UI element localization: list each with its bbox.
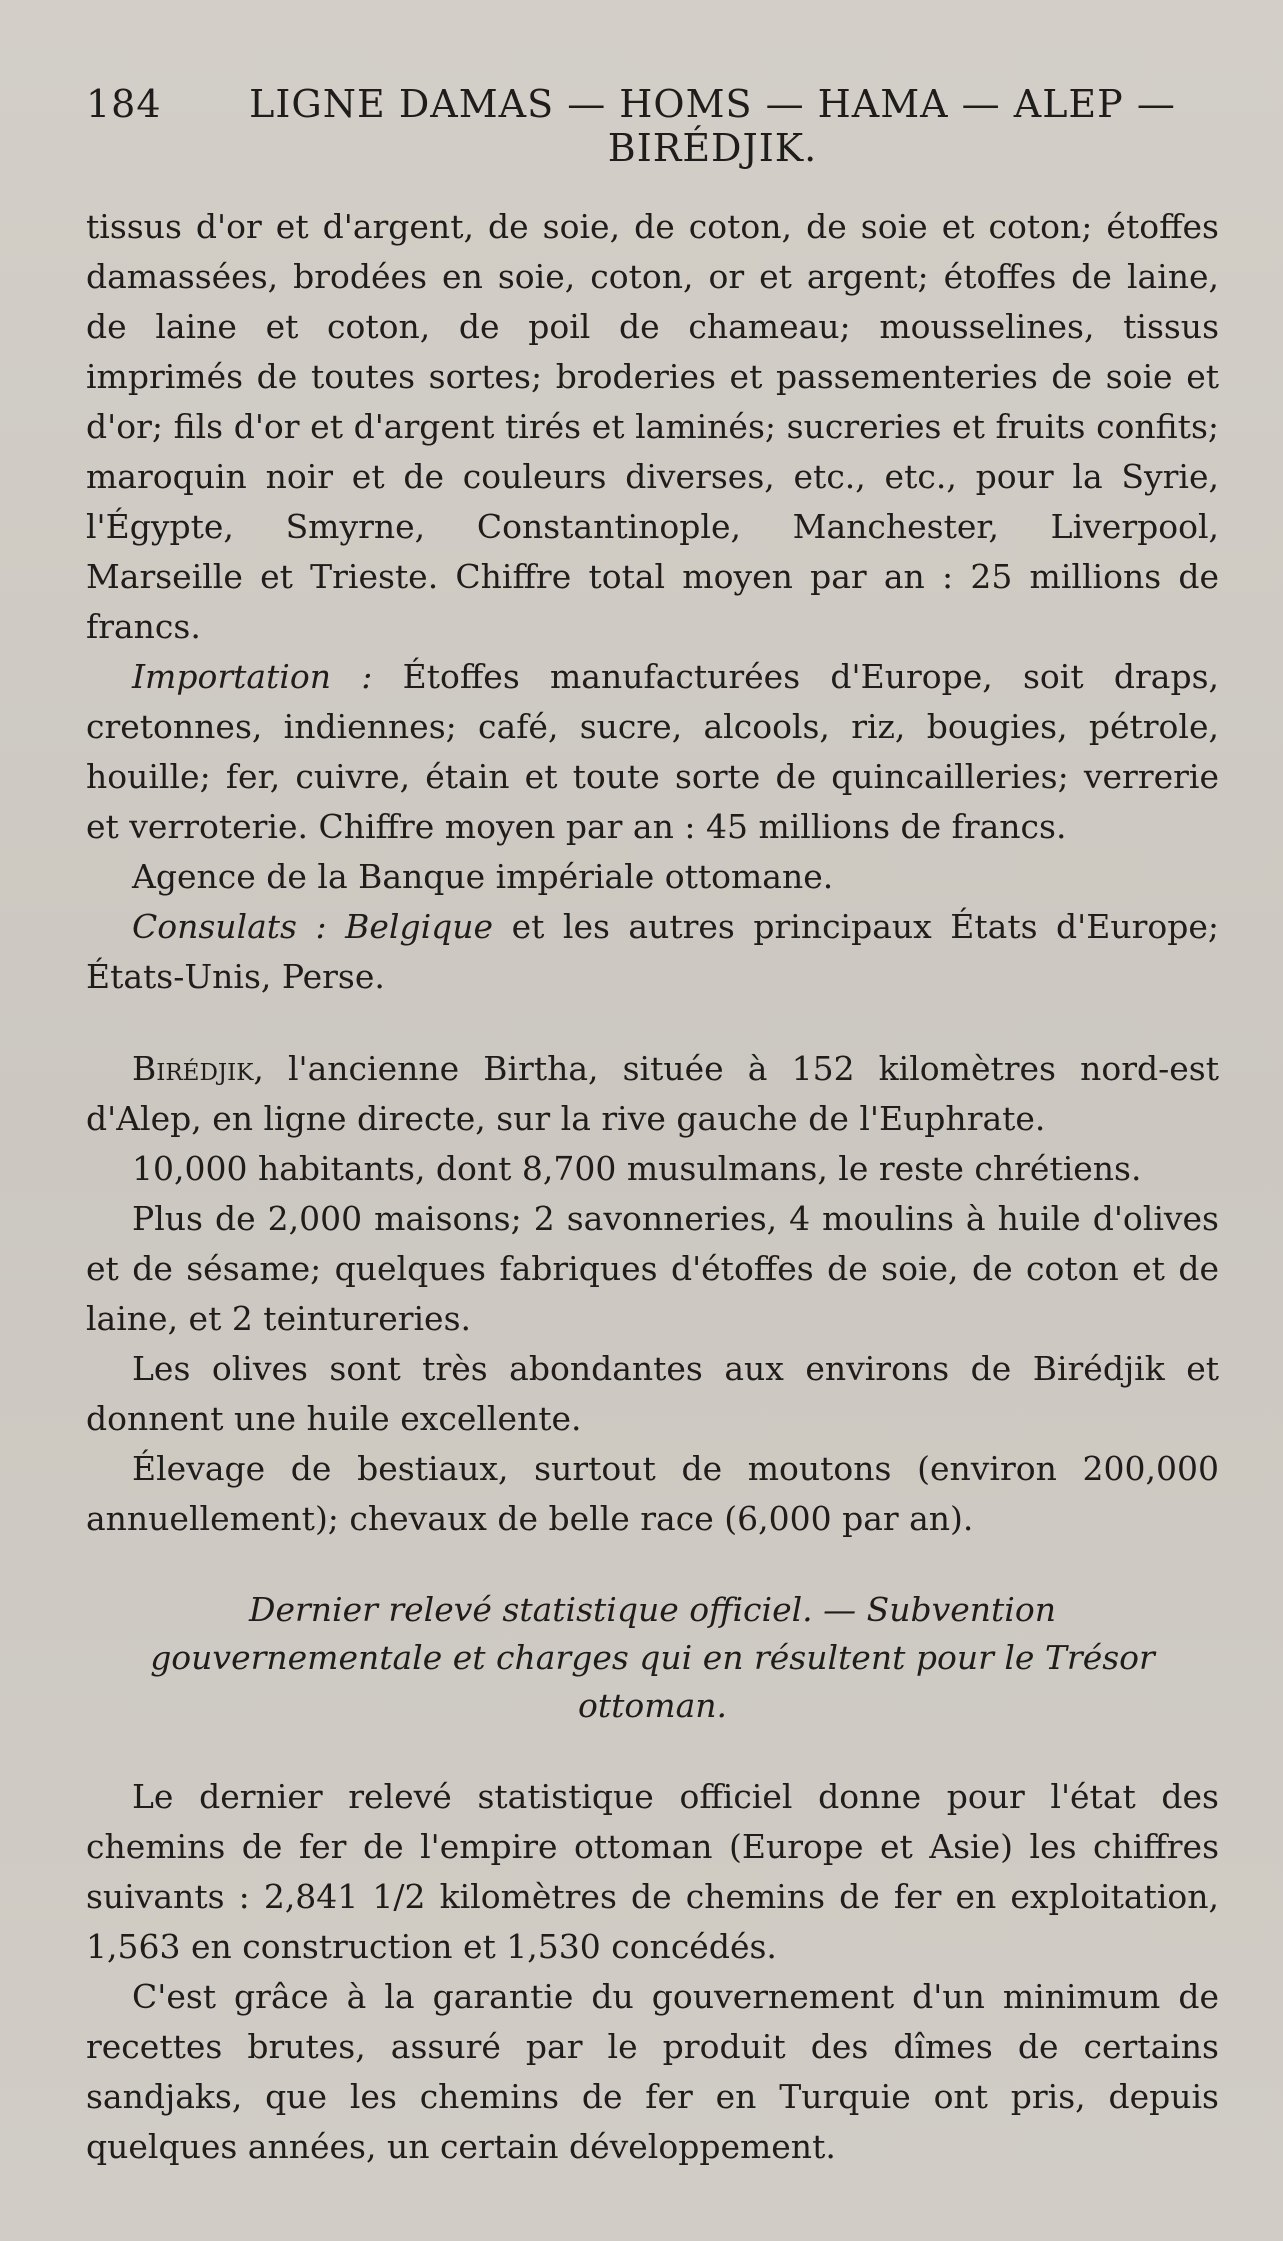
paragraph-guarantee: C'est grâce à la garantie du gouvernement d'un minimum de recettes brutes, assuré par le produit des dîmes de certains sandjaks, que les chemins de fer en Turquie ont pris, depuis quelques années, un certain développement. xyxy=(86,1977,1219,2166)
paragraph-statistics: Le dernier relevé statistique officiel donne pour l'état des chemins de fer de l'empire ottoman (Europe et Asie) les chiffres suivants : 2,841 1/2 kilomètres de chemins de fer en exploitation, 1,563 en construction et 1,530 concédés. xyxy=(86,1777,1219,1966)
importation-label: Importation : xyxy=(132,657,373,696)
paragraph-olives: Les olives sont très abondantes aux environs de Birédjik et donnent une huile excellente. xyxy=(86,1349,1219,1438)
paragraph-biredjik-intro xyxy=(86,1044,1219,1144)
paragraph-livestock: Élevage de bestiaux, surtout de moutons (environ 200,000 annuellement); chevaux de belle race (6,000 par an). xyxy=(86,1449,1219,1538)
section-gap-2 xyxy=(86,1544,1219,1586)
page-number: 184 xyxy=(86,82,162,126)
section-gap xyxy=(86,1002,1219,1044)
section-heading: Dernier relevé statistique officiel. — Subvention gouvernementale et charges qui en résultent pour le Trésor ottoman. xyxy=(150,1590,1155,1725)
section-gap-3 xyxy=(86,1730,1219,1772)
biredjik-name: Birédjik, xyxy=(132,1049,264,1088)
paragraph-consulats xyxy=(86,902,1219,1002)
paragraph-importation xyxy=(86,652,1219,852)
paragraph-houses-industry: Plus de 2,000 maisons; 2 savonneries, 4 moulins à huile d'olives et de sésame; quelques fabriques d'étoffes de soie, de coton et de laine, et 2 teintureries. xyxy=(86,1199,1219,1338)
paragraph-bank-agency: Agence de la Banque impériale ottomane. xyxy=(132,857,834,896)
paragraph-population: 10,000 habitants, dont 8,700 musulmans, le reste chrétiens. xyxy=(132,1149,1142,1188)
paragraph-exports-list: tissus d'or et d'argent, de soie, de coton, de soie et coton; étoffes damassées, brodées en soie, coton, or et argent; étoffes de laine, de laine et coton, de poil de chameau; mousselines, tissus imprimés de toutes sortes; broderies et passementeries de soie et d'or; fils d'or et d'argent tirés et laminés; sucreries et fruits confits; maroquin noir et de couleurs diverses, etc., etc., pour la Syrie, l'Égypte, Smyrne, Constantinople, Manchester, Liverpool, Marseille et Trieste. Chiffre total moyen par an : 25 millions de francs. xyxy=(86,207,1219,646)
consulats-label: Consulats : Belgique xyxy=(132,907,494,946)
consulats-text: et les autres principaux États d'Europe; États-Unis, Perse. xyxy=(86,907,1219,996)
page-header xyxy=(86,82,1219,170)
running-title: LIGNE DAMAS — HOMS — HAMA — ALEP — BIRÉDJIK. xyxy=(249,82,1176,170)
importation-text: Étoffes manufacturées d'Europe, soit draps, cretonnes, indiennes; café, sucre, alcools, riz, bougies, pétrole, houille; fer, cuivre, étain et toute sorte de quincailleries; verrerie et verroterie. Chiffre moyen par an : 45 millions de francs. xyxy=(86,657,1219,846)
biredjik-intro-text: l'ancienne Birtha, située à 152 kilomètres nord-est d'Alep, en ligne directe, sur la rive gauche de l'Euphrate. xyxy=(86,1049,1219,1138)
